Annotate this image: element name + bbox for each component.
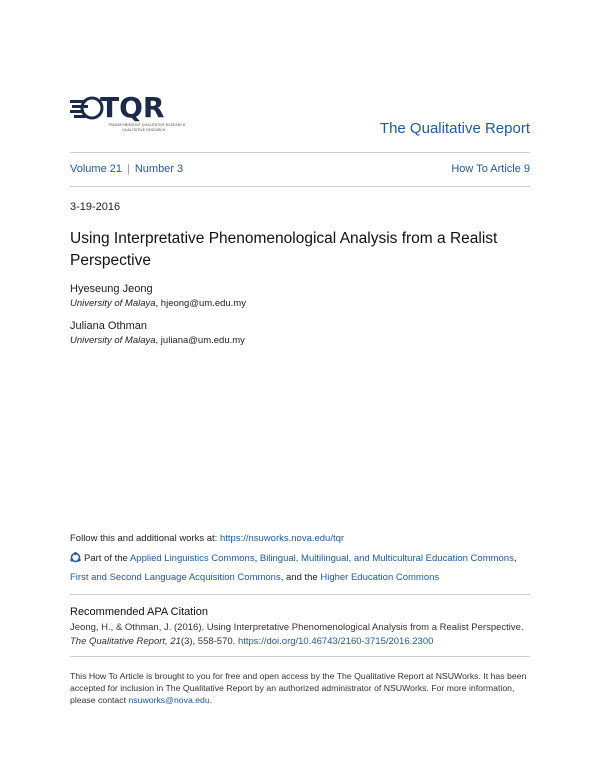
divider-issue [70, 186, 530, 187]
logo-text: TQR [100, 91, 165, 124]
citation-body: Jeong, H., & Othman, J. (2016). Using Interpretative Phenomenological Analysis from a Realist Perspective. [70, 622, 524, 633]
divider-citation [70, 594, 530, 595]
citation-pages: (3), 558-570. [180, 636, 238, 647]
issue-separator: | [126, 163, 130, 175]
footer-end: . [209, 695, 213, 705]
logo-tagline-2: QUALITATIVE RESEARCH [122, 128, 166, 132]
applied-linguistics-link[interactable]: Applied Linguistics Commons [129, 553, 255, 564]
volume-link[interactable]: Volume 21 [70, 163, 122, 175]
divider-top [70, 152, 530, 153]
number-link[interactable]: Number 3 [134, 163, 184, 175]
language-acquisition-link[interactable]: First and Second Language Acquisition Commons [70, 572, 281, 583]
author-name-2: Juliana Othman [70, 320, 148, 332]
footer-notice [70, 670, 530, 706]
logo-tagline-1: TRANSFORMATIVE QUALITATIVE RESEARCH [108, 123, 186, 127]
author-affiliation-2 [70, 335, 245, 346]
article-title: Using Interpretative Phenomenological Analysis from a Realist Perspective [70, 230, 498, 269]
bilingual-education-link[interactable]: Bilingual, Multilingual, and Multicultural Education Commons [259, 553, 514, 564]
higher-education-link[interactable]: Higher Education Commons [320, 572, 440, 583]
part-of-prefix: Part of the [84, 553, 130, 564]
citation-text [70, 621, 530, 649]
doi-link[interactable]: https://doi.org/10.46743/2160-3715/2016.2300 [237, 636, 434, 647]
citation-heading: Recommended APA Citation [70, 606, 208, 618]
part-of-sep-2: , [513, 553, 517, 564]
contact-email-link[interactable]: nsuworks@nova.edu [128, 695, 210, 705]
part-of-line [70, 550, 530, 586]
publication-date: 3-19-2016 [70, 201, 121, 213]
author-email-2: , juliana@um.edu.my [155, 335, 245, 346]
tqr-logo [70, 90, 190, 134]
part-of-sep-3: , and the [280, 572, 321, 583]
affiliation-name-2: University of Malaya [70, 335, 156, 346]
citation-journal: The Qualitative Report, 21 [70, 636, 181, 647]
follow-line [70, 533, 344, 544]
author-email-1: , hjeong@um.edu.my [155, 298, 246, 309]
footer-text: This How To Article is brought to you for free and open access by the The Qualitative Report at NSUWorks. It has been accepted for inclusion in The Qualitative Report by an authorized administrator of NSUWorks. For more information, please contact [70, 671, 527, 705]
issue-info [70, 163, 183, 175]
divider-footer [70, 656, 530, 657]
part-of-sep-1: , [254, 553, 260, 564]
affiliation-name-1: University of Malaya [70, 298, 156, 309]
tqr-logo-graphic [70, 90, 190, 134]
follow-text: Follow this and additional works at: [70, 533, 220, 544]
article-number-link[interactable]: How To Article 9 [451, 163, 530, 175]
author-affiliation-1 [70, 298, 246, 309]
journal-name[interactable]: The Qualitative Report [379, 120, 530, 137]
network-icon [70, 552, 81, 569]
author-name-1: Hyeseung Jeong [70, 283, 153, 295]
follow-link[interactable]: https://nsuworks.nova.edu/tqr [219, 533, 345, 544]
